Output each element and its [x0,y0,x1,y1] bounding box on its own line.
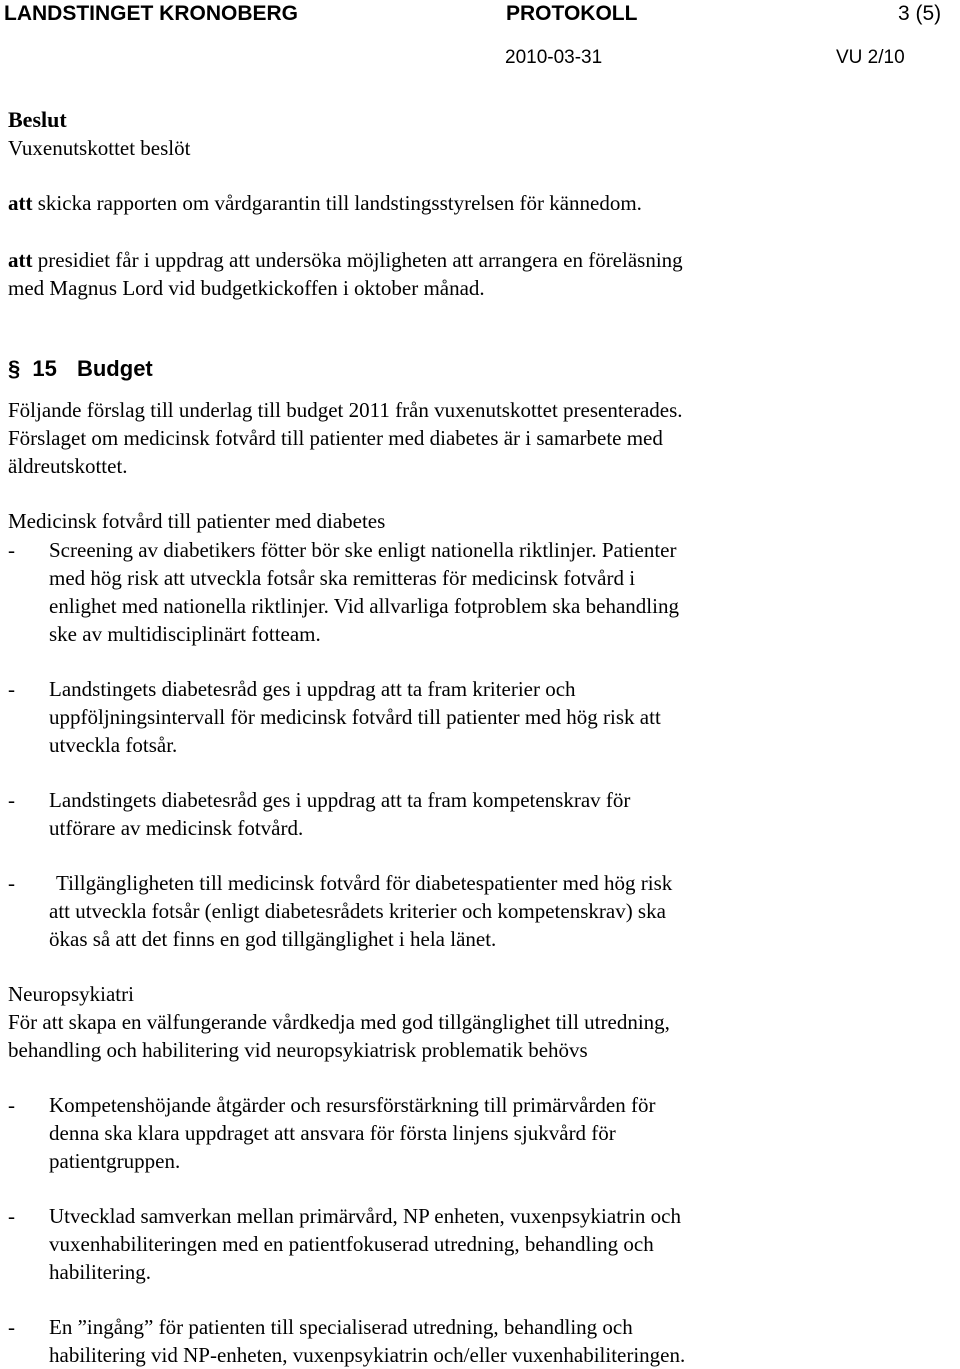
bullet-dash: - [8,788,15,812]
diabetes-b1-line-4: ske av multidisciplinärt fotteam. [49,622,321,646]
beslut-heading: Beslut [8,107,67,132]
diabetes-b2-line-1: Landstingets diabetesråd ges i uppdrag att ta fram kriterier och [49,677,576,701]
diabetes-b3-line-1: Landstingets diabetesråd ges i uppdrag att ta fram kompetenskrav för [49,788,631,812]
diabetes-b2-line-3: utveckla fotsår. [49,733,178,757]
diabetes-b4-line-1: Tillgängligheten till medicinsk fotvård för diabetespatienter med hög risk [56,871,673,895]
att-text: skicka rapporten om vårdgarantin till landstingsstyrelsen för kännedom. [37,191,642,215]
diabetes-heading: Medicinsk fotvård till patienter med diabetes [8,509,386,533]
section-para-1: Följande förslag till underlag till budget 2011 från vuxenutskottet presenterades. [8,398,683,422]
bullet-dash: - [8,677,15,701]
diabetes-b3-line-2: utförare av medicinsk fotvård. [49,816,304,840]
section-number: 15 [32,356,57,381]
bullet-dash: - [8,871,15,895]
neuro-heading: Neuropsykiatri [8,982,134,1006]
neuro-b2-line-2: vuxenhabiliteringen med en patientfokuserad utredning, behandling och [49,1232,654,1256]
att-prefix: att [8,191,33,215]
diabetes-b2-line-2: uppföljningsintervall för medicinsk fotvård till patienter med hög risk att [49,705,661,729]
page-number: 3 (5) [898,2,942,25]
neuro-b2-line-1: Utvecklad samverkan mellan primärvård, NP enheten, vuxenpsykiatrin och [49,1204,681,1228]
neuro-intro-line-1: För att skapa en välfungerande vårdkedja med god tillgänglighet till utredning, [8,1010,670,1034]
bullet-dash: - [8,1315,15,1339]
neuro-b3-line-1: En ”ingång” för patienten till specialiserad utredning, behandling och [49,1315,633,1339]
doc-date: 2010-03-31 [505,47,603,68]
bullet-dash: - [8,538,15,562]
att-text: presidiet får i uppdrag att undersöka möjligheten att arrangera en föreläsning [37,248,683,272]
neuro-b1-line-1: Kompetenshöjande åtgärder och resursförstärkning till primärvården för [49,1093,656,1117]
neuro-b1-line-2: denna ska klara uppdraget att ansvara för första linjens sjukvård för [49,1121,616,1145]
doc-type: PROTOKOLL [506,2,638,25]
doc-ref: VU 2/10 [836,47,905,68]
bullet-dash: - [8,1204,15,1228]
section-para-2-line-2: äldreutskottet. [8,454,128,478]
section-heading [8,356,153,382]
section-para-2-line-1: Förslaget om medicinsk fotvård till patienter med diabetes är i samarbete med [8,426,663,450]
paragraph-symbol: § [8,356,21,381]
neuro-intro-line-2: behandling och habilitering vid neuropsykiatrisk problematik behövs [8,1038,588,1062]
beslut-intro: Vuxenutskottet beslöt [8,136,191,160]
diabetes-b1-line-3: enlighet med nationella riktlinjer. Vid allvarliga fotproblem ska behandling [49,594,679,618]
bullet-dash: - [8,1093,15,1117]
diabetes-b4-line-2: att utveckla fotsår (enligt diabetesrådets kriterier och kompetenskrav) ska [49,899,666,923]
beslut-att-1 [8,191,642,216]
att-prefix: att [8,248,33,272]
neuro-b3-line-2: habilitering vid NP-enheten, vuxenpsykiatrin och/eller vuxenhabiliteringen. [49,1343,686,1367]
diabetes-b4-line-3: ökas så att det finns en god tillgänglighet i hela länet. [49,927,497,951]
diabetes-b1-line-2: med hög risk att utveckla fotsår ska remitteras för medicinsk fotvård i [49,566,636,590]
beslut-att-2-cont: med Magnus Lord vid budgetkickoffen i oktober månad. [8,276,485,300]
neuro-b2-line-3: habilitering. [49,1260,152,1284]
diabetes-b1-line-1: Screening av diabetikers fötter bör ske enligt nationella riktlinjer. Patienter [49,538,677,562]
section-title: Budget [76,356,153,381]
beslut-att-2 [8,248,683,273]
org-name: LANDSTINGET KRONOBERG [4,2,298,25]
neuro-b1-line-3: patientgruppen. [49,1149,181,1173]
